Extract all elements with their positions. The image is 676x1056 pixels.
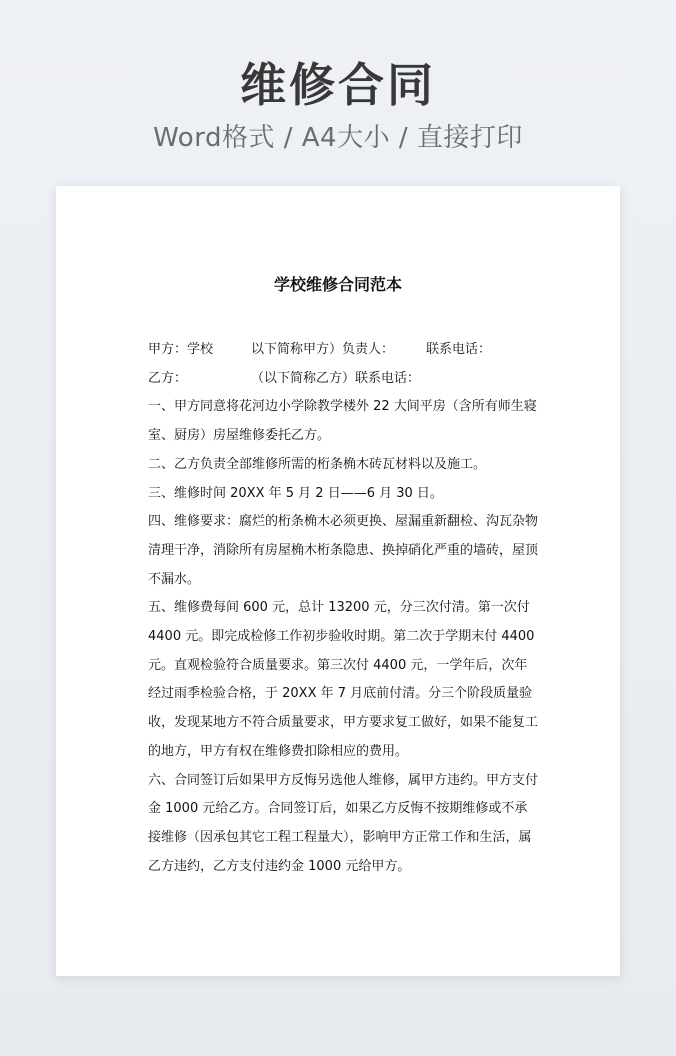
subtitle: Word格式 / A4大小 / 直接打印 (153, 122, 523, 153)
document-title: 学校维修合同范本 (273, 275, 402, 294)
party-a-line (148, 336, 538, 365)
clause-3: 三、维修时间 20XX 年 5 月 2 日——6 月 30 日。 (148, 485, 443, 501)
document-page (56, 186, 620, 976)
clause-5: 五、维修费每间 600 元，总计 13200 元，分三次付清。第一次付 4400 元。即完成检修工作初步验收时期。第二次于学期末付 4400 元。直观检验符合质量要求。第三次付 4400 元，一学年后，次年经过雨季检验合格，于 20XX 年 7 月底前付清。分三个阶段质量验收，发现某地方不符合质量要求，甲方要求复工做好，如果不能复工的地方，甲方有权在维修费扣除相应的费用。 (148, 600, 539, 759)
main-title: 维修合同 (240, 58, 436, 112)
party-a-label: 甲方：学校 (148, 342, 214, 357)
clause-6: 六、合同签订后如果甲方反悔另选他人维修，属甲方违约。甲方支付金 1000 元给乙方。合同签订后，如果乙方反悔不按期维修或不承接维修（因承包其它工程工程量大），影响甲方正常工作和生活，属乙方违约，乙方支付违约金 1000 元给甲方。 (148, 772, 539, 874)
document-body (148, 336, 538, 881)
party-b-line (148, 365, 538, 394)
party-a-note: 以下简称甲方）负责人： (251, 342, 395, 357)
party-a-phone: 联系电话： (426, 342, 492, 357)
page-header (0, 60, 676, 154)
clause-2: 二、乙方负责全部维修所需的桁条桷木砖瓦材料以及施工。 (148, 456, 487, 472)
party-b-note: （以下简称乙方）联系电话： (251, 370, 421, 386)
party-b-label: 乙方： (148, 370, 188, 386)
clause-1: 一、甲方同意将花河边小学除教学楼外 22 大间平房（含所有师生寝室、厨房）房屋维修委托乙方。 (148, 399, 537, 444)
clause-4: 四、维修要求：腐烂的桁条桷木必须更换、屋漏重新翻检、沟瓦杂物清理干净，消除所有房屋桷木桁条隐患、换掉硝化严重的墙砖，屋顶不漏水。 (148, 514, 539, 587)
